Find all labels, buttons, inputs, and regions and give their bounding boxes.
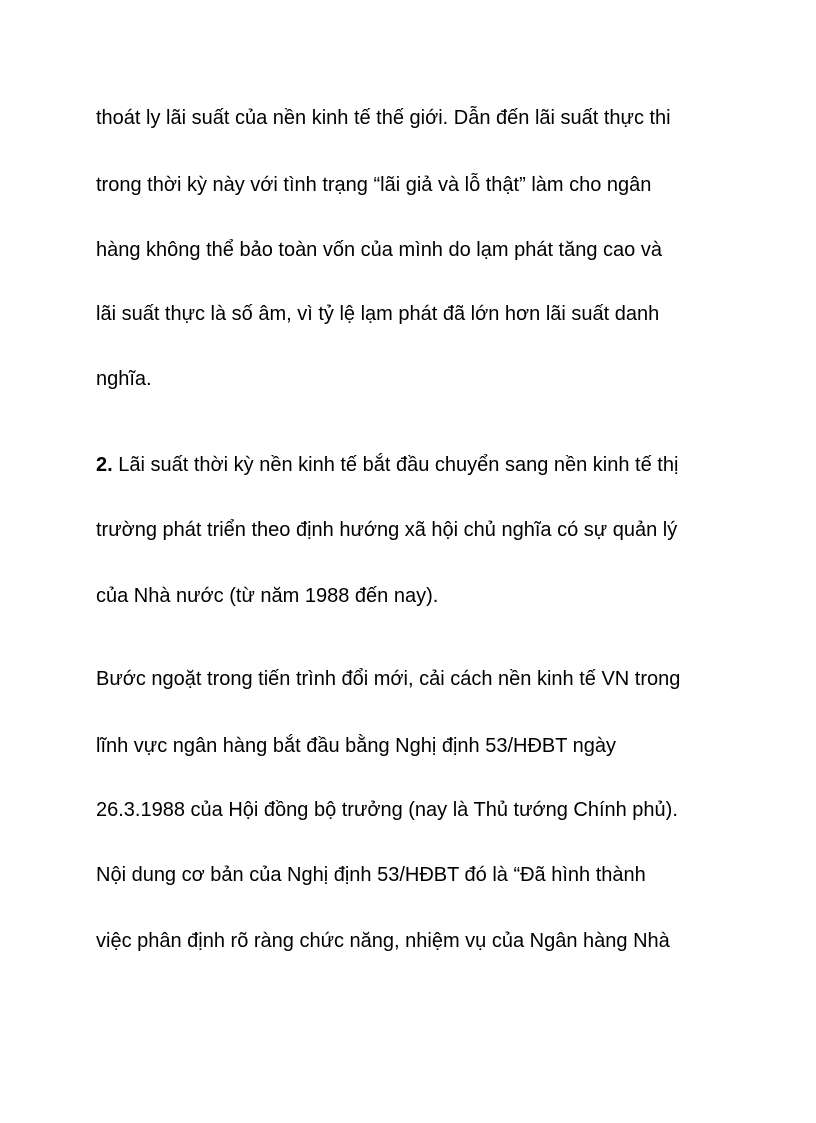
paragraph-1-line-5: nghĩa.: [96, 368, 152, 390]
section-2-heading-line-3: của Nhà nước (từ năm 1988 đến nay).: [96, 585, 439, 607]
paragraph-3-line-4: Nội dung cơ bản của Nghị định 53/HĐBT đó là “Đã hình thành: [96, 864, 646, 886]
paragraph-1-line-4: lãi suất thực là số âm, vì tỷ lệ lạm phát đã lớn hơn lãi suất danh: [96, 303, 660, 325]
section-2-heading-line-2: trường phát triển theo định hướng xã hội chủ nghĩa có sự quản lý: [96, 519, 678, 541]
paragraph-3-line-3: 26.3.1988 của Hội đồng bộ trưởng (nay là Thủ tướng Chính phủ).: [96, 799, 678, 821]
paragraph-1-line-3: hàng không thể bảo toàn vốn của mình do lạm phát tăng cao và: [96, 239, 662, 261]
paragraph-3-line-5: việc phân định rõ ràng chức năng, nhiệm vụ của Ngân hàng Nhà: [96, 930, 670, 952]
section-2-number: 2.: [96, 454, 113, 476]
section-2-heading-line-1: [96, 453, 736, 477]
paragraph-1-line-2: trong thời kỳ này với tình trạng “lãi giả và lỗ thật” làm cho ngân: [96, 174, 652, 196]
section-2-heading-text: Lãi suất thời kỳ nền kinh tế bắt đầu chuyển sang nền kinh tế thị: [112, 454, 679, 476]
paragraph-3-line-1: Bước ngoặt trong tiến trình đổi mới, cải cách nền kinh tế VN trong: [96, 668, 681, 690]
paragraph-3-line-2: lĩnh vực ngân hàng bắt đầu bằng Nghị định 53/HĐBT ngày: [96, 735, 617, 757]
paragraph-1-line-1: thoát ly lãi suất của nền kinh tế thế giới. Dẫn đến lãi suất thực thi: [96, 107, 671, 129]
